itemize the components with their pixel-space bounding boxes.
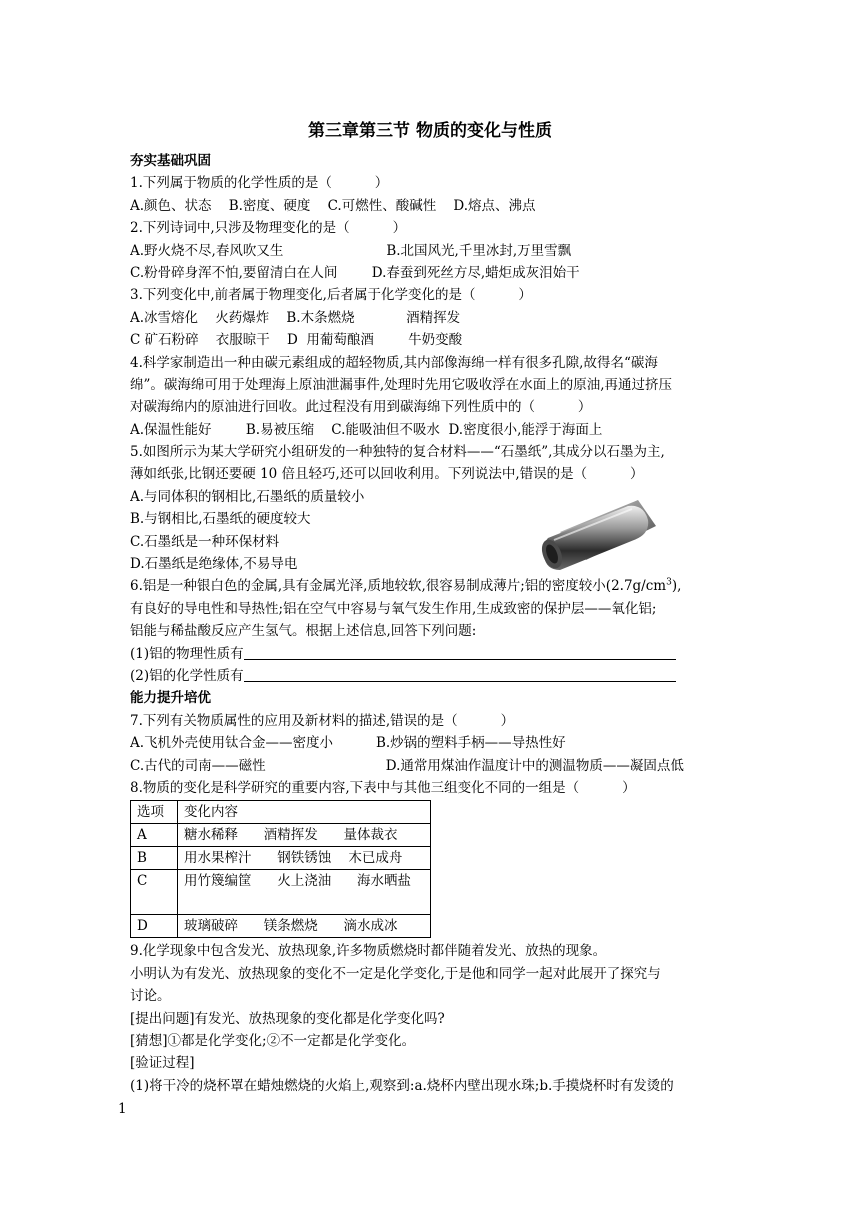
table-row — [131, 847, 431, 870]
table-cell-content: 糖水稀释 酒精挥发 量体裁衣 — [178, 824, 431, 847]
q6-sub1-answer-blank[interactable] — [244, 644, 676, 660]
section-heading-advanced: 能力提升培优 — [130, 690, 211, 707]
q4-stem-line1: 4.科学家制造出一种由碳元素组成的超轻物质,其内部像海绵一样有很多孔隙,故得名“碳海 — [130, 354, 658, 371]
q9-stem-line3: 讨论。 — [130, 988, 171, 1005]
q3-stem: 3.下列变化中,前者属于物理变化,后者属于化学变化的是（ ） — [130, 287, 532, 304]
q6-line1-superscript: 3 — [666, 577, 672, 588]
table-header-option: 选项 — [131, 801, 178, 824]
table-header-content: 变化内容 — [178, 801, 431, 824]
q6-sub1-label: (1)铝的物理性质有 — [130, 645, 244, 662]
q1-options: A.颜色、状态 B.密度、硬度 C.可燃性、酸碱性 D.熔点、沸点 — [130, 197, 536, 214]
table-cell-option: C — [131, 870, 178, 915]
graphite-paper-roll-icon — [540, 494, 660, 572]
table-cell-content: 用竹篾编筐 火上浇油 海水晒盐 — [178, 870, 431, 915]
q6-stem-line2: 有良好的导电性和导热性;铝在空气中容易与氧气发生作用,生成致密的保护层——氧化铝; — [130, 600, 657, 617]
q3-options-ab: A.冰雪熔化 火药爆炸 B.木条燃烧 酒精挥发 — [130, 309, 461, 326]
table-cell-content: 玻璃破碎 镁条燃烧 滴水成冰 — [178, 915, 431, 938]
q6-sub1 — [130, 643, 740, 665]
table-row — [131, 824, 431, 847]
q6-line1-text: 6.铝是一种银白色的金属,具有金属光泽,质地较软,很容易制成薄片;铝的密度较小(2.7g/cm — [130, 578, 667, 595]
q4-stem-line2: 绵”。碳海绵可用于处理海上原油泄漏事件,处理时先用它吸收浮在水面上的原油,再通过挤压 — [130, 376, 672, 393]
q9-step1: (1)将干冷的烧杯罩在蜡烛燃烧的火焰上,观察到:a.烧杯内壁出现水珠;b.手摸烧杯时有发烫的 — [130, 1077, 674, 1094]
q9-question: [提出问题]有发光、放热现象的变化都是化学变化吗? — [130, 1010, 445, 1027]
worksheet-content — [130, 150, 740, 1097]
q6-stem-line3: 铝能与稀盐酸反应产生氢气。根据上述信息,回答下列问题: — [130, 623, 477, 640]
section-heading-basic: 夯实基础巩固 — [130, 153, 211, 169]
q3-options-cd: C 矿石粉碎 衣服晾干 D 用葡萄酿酒 牛奶变酸 — [130, 332, 463, 349]
q2-stem: 2.下列诗词中,只涉及物理变化的是（ ） — [130, 220, 407, 237]
table-cell-option: A — [131, 824, 178, 847]
table-cell-content: 用水果榨汁 钢铁锈蚀 木已成舟 — [178, 847, 431, 870]
q5-stem-line1: 5.如图所示为某大学研究小组研发的一种独特的复合材料——“石墨纸”,其成分以石墨为主, — [130, 444, 665, 461]
q6-sub2-answer-blank[interactable] — [244, 666, 676, 682]
table-header-row — [131, 801, 431, 824]
table-cell-option: B — [131, 847, 178, 870]
q9-stem-line2: 小明认为有发光、放热现象的变化不一定是化学变化,于是他和同学一起对此展开了探究与 — [130, 965, 661, 982]
q4-stem-line3: 对碳海绵内的原油进行回收。此过程没有用到碳海绵下列性质中的（ ） — [130, 399, 592, 416]
table-row — [131, 870, 431, 915]
q9-stem-line1: 9.化学现象中包含发光、放热现象,许多物质燃烧时都伴随着发光、放热的现象。 — [130, 943, 607, 960]
q2-options-cd: C.粉骨碎身浑不怕,要留清白在人间 D.春蚕到死丝方尽,蜡炬成灰泪始干 — [130, 264, 580, 281]
q6-sub2 — [130, 665, 740, 687]
table-row — [131, 915, 431, 938]
table-cell-option: D — [131, 915, 178, 938]
q5-option-b: B.与钢相比,石墨纸的硬度较大 — [130, 511, 311, 528]
q2-options-ab: A.野火烧不尽,春风吹又生 B.北国风光,千里冰封,万里雪飘 — [130, 242, 572, 259]
q5-stem-line2: 薄如纸张,比钢还要硬 10 倍且轻巧,还可以回收利用。下列说法中,错误的是（ ） — [130, 466, 644, 483]
q5-option-a: A.与同体积的钢相比,石墨纸的质量较小 — [130, 488, 365, 505]
q4-options: A.保温性能好 B.易被压缩 C.能吸油但不吸水 D.密度很小,能浮于海面上 — [130, 421, 603, 438]
q8-stem: 8.物质的变化是科学研究的重要内容,下表中与其他三组变化不同的一组是（ ） — [130, 779, 636, 796]
q6-stem-line1 — [130, 575, 740, 597]
q7-options-ab: A.飞机外壳使用钛合金——密度小 B.炒锅的塑料手柄——导热性好 — [130, 735, 566, 752]
q8-table — [130, 800, 431, 938]
q7-stem: 7.下列有关物质属性的应用及新材料的描述,错误的是（ ） — [130, 712, 515, 729]
q9-hypothesis: [猜想]①都是化学变化;②不一定都是化学变化。 — [130, 1032, 416, 1049]
q6-line1-tail: ), — [671, 578, 682, 595]
q7-options-cd: C.古代的司南——磁性 D.通常用煤油作温度计中的测温物质——凝固点低 — [130, 757, 684, 774]
q6-sub2-label: (2)铝的化学性质有 — [130, 667, 244, 684]
page-number: 1 — [118, 1101, 127, 1117]
q5-option-d: D.石墨纸是绝缘体,不易导电 — [130, 556, 298, 573]
page-title: 第三章第三节 物质的变化与性质 — [308, 121, 552, 141]
q1-stem: 1.下列属于物质的化学性质的是（ ） — [130, 175, 389, 192]
q5-option-c: C.石墨纸是一种环保材料 — [130, 533, 280, 550]
q9-verification-heading: [验证过程] — [130, 1055, 195, 1072]
